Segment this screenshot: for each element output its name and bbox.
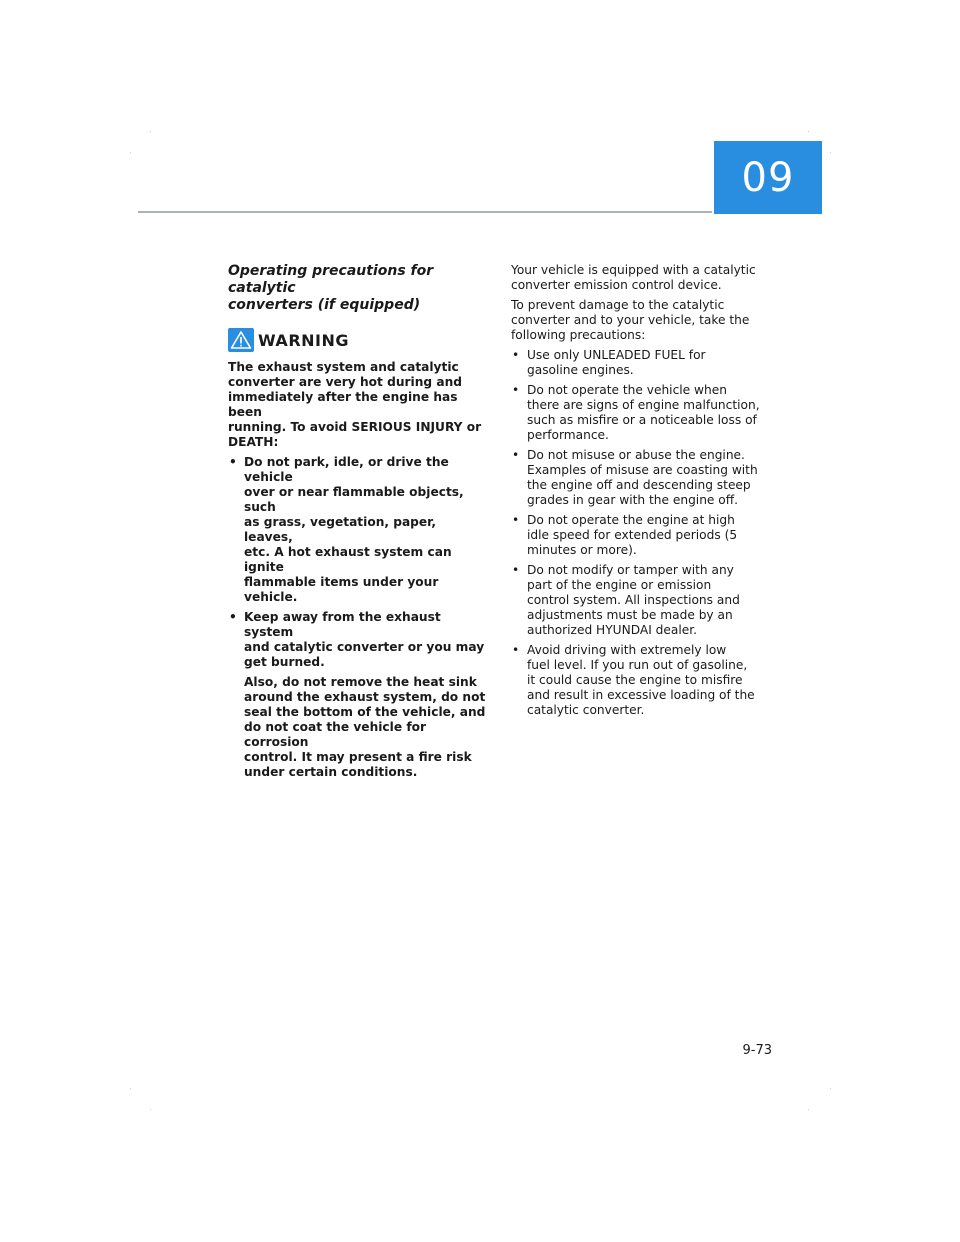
list-item-text: Do not misuse or abuse the engine. Examples of misuse are coasting with the engine off and descending steep grades in gear with the engine off.	[527, 448, 758, 507]
list-item-text: Do not operate the engine at high idle speed for extended periods (5 minutes or more).	[527, 513, 738, 557]
list-item	[511, 383, 773, 443]
bullet-dot: •	[229, 610, 237, 624]
list-item	[511, 513, 773, 558]
list-item-text: Do not modify or tamper with any part of the engine or emission control system. All inspections and adjustments must be made by an authorized HYUNDAI dealer.	[527, 563, 740, 637]
list-item	[511, 563, 773, 638]
bullet-dot: •	[512, 448, 520, 462]
crop-mark	[830, 152, 831, 153]
warning-bullet	[228, 455, 486, 605]
left-column	[228, 263, 486, 785]
warning-header	[228, 328, 486, 352]
list-item	[511, 643, 773, 718]
bullet-dot: •	[512, 563, 520, 577]
warning-bullet	[228, 610, 486, 780]
bullet-dot: •	[512, 383, 520, 397]
warning-bullet-list	[228, 455, 486, 780]
crop-mark	[150, 1109, 151, 1110]
bullet-dot: •	[512, 643, 520, 657]
page-number: 9-73	[742, 1043, 772, 1058]
list-item-text: Use only UNLEADED FUEL for gasoline engines.	[527, 348, 706, 377]
crop-mark	[830, 1088, 831, 1089]
intro-paragraph: Your vehicle is equipped with a catalytic converter emission control device.	[511, 263, 756, 292]
warning-label: WARNING	[258, 330, 349, 350]
list-item	[511, 448, 773, 508]
list-item	[511, 348, 773, 378]
list-item-text: Avoid driving with extremely low fuel level. If you run out of gasoline, it could cause the engine to misfire and result in excessive loading of the catalytic converter.	[527, 643, 755, 717]
precautions-paragraph: To prevent damage to the catalytic converter and to your vehicle, take the following precautions:	[511, 298, 750, 342]
warning-intro: The exhaust system and catalytic converter are very hot during and immediately after the engine has been running. To avoid SERIOUS INJURY or DEATH:	[228, 360, 482, 449]
chapter-tab	[714, 141, 822, 214]
warning-bullet-text: Keep away from the exhaust system and catalytic converter or you may get burned.	[244, 610, 485, 669]
warning-triangle-icon	[228, 328, 254, 352]
right-column	[511, 263, 773, 723]
chapter-number: 09	[741, 154, 795, 201]
crop-mark	[808, 131, 809, 132]
bullet-dot: •	[512, 348, 520, 362]
warning-bullet-subtext: Also, do not remove the heat sink around the exhaust system, do not seal the bottom of the vehicle, and do not coat the vehicle for corrosion control. It may present a fire risk under certain conditions.	[244, 675, 486, 779]
crop-mark	[130, 1088, 131, 1089]
bullet-dot: •	[512, 513, 520, 527]
list-item-text: Do not operate the vehicle when there are signs of engine malfunction, such as misfire or a noticeable loss of performance.	[527, 383, 760, 442]
crop-mark	[150, 131, 151, 132]
warning-bullet-text: Do not park, idle, or drive the vehicle over or near flammable objects, such as grass, vegetation, paper, leaves, etc. A hot exhaust system can ignite flammable items under your vehicle.	[244, 455, 464, 604]
header-rule	[138, 211, 712, 213]
bullet-dot: •	[229, 455, 237, 469]
crop-mark	[130, 152, 131, 153]
section-title: Operating precautions for catalytic converters (if equipped)	[228, 263, 434, 313]
precautions-list	[511, 348, 773, 718]
crop-mark	[808, 1109, 809, 1110]
